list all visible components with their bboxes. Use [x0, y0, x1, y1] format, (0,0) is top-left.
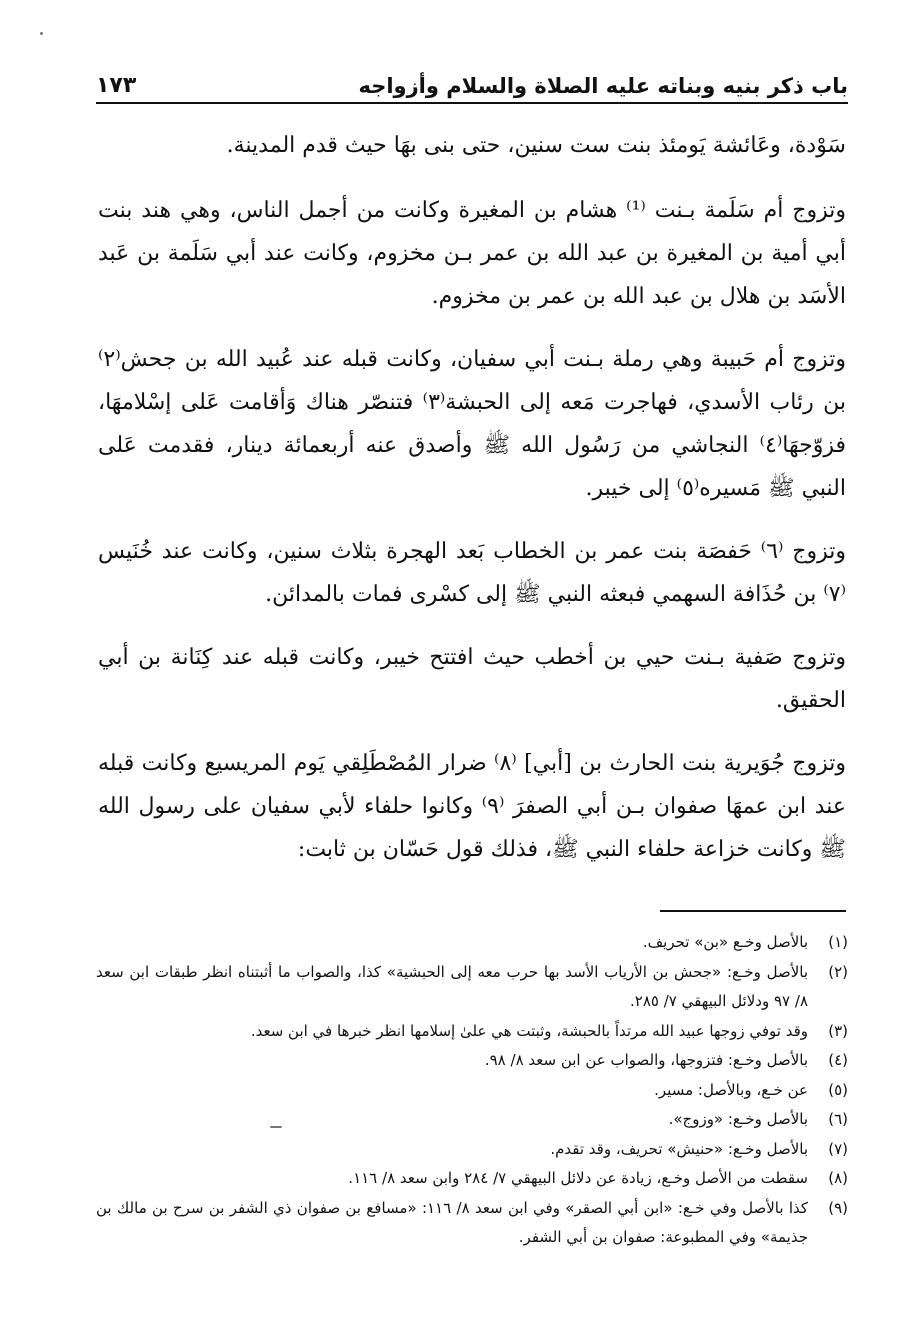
paragraph: وتزوج أم سَلَمة بـنت ⁽¹⁾ هشام بن المغيرة وكانت من أجمل الناس، وهي هند بنت أبي أمية بن المغيرة بن عبد الله بن عمر بـن مخزوم، وكانت عند أبي سَلَمة بن عَبد الأسَد بن هلال بن عبد الله بن عمر بن مخزوم. — [98, 198, 846, 309]
footnote-text: وقد توفي زوجها عبيد الله مرتداً بالحبشة، وثبتت هي علىٰ إسلامها انظر خبرها في ابن سعد. — [250, 1021, 808, 1040]
footnotes — [96, 928, 848, 1253]
footnote-text: بالأصل وخـع: فتزوجها، والصواب عن ابن سعد ٨/ ٩٨. — [484, 1051, 808, 1069]
footnote — [96, 958, 848, 1017]
paragraph: وتزوج أم حَبيبة وهي رملة بـنت أبي سفيان، وكانت قبله عند عُبيد الله بن جحش⁽٢⁾ بن رئاب الأسدي، فهاجرت مَعه إلى الحبشة⁽٣⁾ فتنصّر هناك وَأقامت عَلى إسْلامهَا، فزوّجهَا⁽٤⁾ النجاشي من رَسُول الله ﷺ وأصدق عنه أربعمائة دينار، فقدمت عَلى النبي ﷺ مَسيره⁽٥⁾ إلى خيبر. — [98, 347, 846, 501]
footnote-number: (٣) — [828, 1021, 848, 1040]
footnote-number: (٦) — [828, 1110, 848, 1128]
footnote-text: كذا بالأصل وفي خـع: «ابن أبي الصقر» وفي ابن سعد ٨/ ١١٦: «مسافع بن صفوان ذي الشفر بن سرح بن مالك بن جذيمة» وفي المطبوعة: صفوان بن أبي الشفر. — [96, 1198, 808, 1246]
footnote-number: (٧) — [828, 1139, 848, 1158]
scan-speck — [40, 32, 43, 35]
footnote-number: (٨) — [828, 1169, 848, 1187]
footnote-number: (٥) — [828, 1080, 848, 1099]
footnote — [96, 1194, 848, 1253]
page-number: ١٧٣ — [96, 73, 137, 98]
footnote — [96, 1046, 848, 1076]
footnote — [96, 1017, 848, 1047]
footnote-text: بالأصل وخـع: «وزوج». — [668, 1110, 808, 1128]
footnote-number: (١) — [828, 933, 848, 951]
paragraph: سَوْدة، وعَائشة يَومئذ بنت ست سنين، حتى بنى بهَا حيث قدم المدينة. — [226, 133, 846, 158]
chapter-title: باب ذكر بنيه وبناته عليه الصلاة والسلام وأزواجه — [358, 74, 848, 98]
footnote-number: (٢) — [828, 962, 848, 981]
footnote — [96, 1164, 848, 1194]
footnote — [96, 1135, 848, 1165]
footnote — [96, 1105, 848, 1135]
scan-speck — [270, 1126, 282, 1128]
paragraph: وتزوج جُوَيرية بنت الحارث بن [أبي] ⁽٨⁾ ضرار المُصْطَلِقي يَوم المريسيع وكانت قبله عند ابن عمهَا صفوان بـن أبي الصفرَ ⁽٩⁾ وكانوا حلفاء لأبي سفيان على رسول الله ﷺ وكانت خزاعة حلفاء النبي ﷺ، فذلك قول حَسّان بن ثابت: — [98, 751, 847, 862]
footnote — [96, 928, 848, 958]
running-header — [96, 56, 848, 98]
footnote-separator — [660, 910, 846, 912]
footnote-text: بالأصل وخـع: «حنيش» تحريف، وقد تقدم. — [550, 1139, 808, 1158]
footnote-number: (٩) — [828, 1198, 848, 1217]
footnote — [96, 1076, 848, 1106]
footnote-text: عن خـع، وبالأصل: مسير. — [654, 1080, 808, 1099]
paragraph: وتزوج صَفية بـنت حيي بن أخطب حيث افتتح خيبر، وكانت قبله عند كِنَانة بن أبي الحقيق. — [98, 645, 846, 713]
footnote-number: (٤) — [828, 1051, 848, 1069]
paragraph: وتزوج ⁽٦⁾ حَفصَة بنت عمر بن الخطاب بَعد الهجرة بثلاث سنين، وكانت عند خُنَيس ⁽٧⁾ بن حُذَافة السهمي فبعثه النبي ﷺ إلى كسْرى فمات بالمدائن. — [98, 539, 847, 607]
footnote-text: بالأصل وخـع «بن» تحريف. — [642, 933, 808, 951]
footnote-text: بالأصل وخـع: «جحش بن الأرياب الأسد بها حرب معه إلى الحبشية» كذا، والصواب ما أثبتناه انظر طبقات ابن سعد ٨/ ٩٧ ودلائل البيهقي ٧/ ٢٨٥. — [96, 962, 808, 1010]
header-rule — [96, 102, 848, 104]
main-text — [98, 124, 846, 891]
footnote-text: سقطت من الأصل وخـع، زيادة عن دلائل البيهقي ٧/ ٢٨٤ وابن سعد ٨/ ١١٦. — [348, 1169, 808, 1187]
